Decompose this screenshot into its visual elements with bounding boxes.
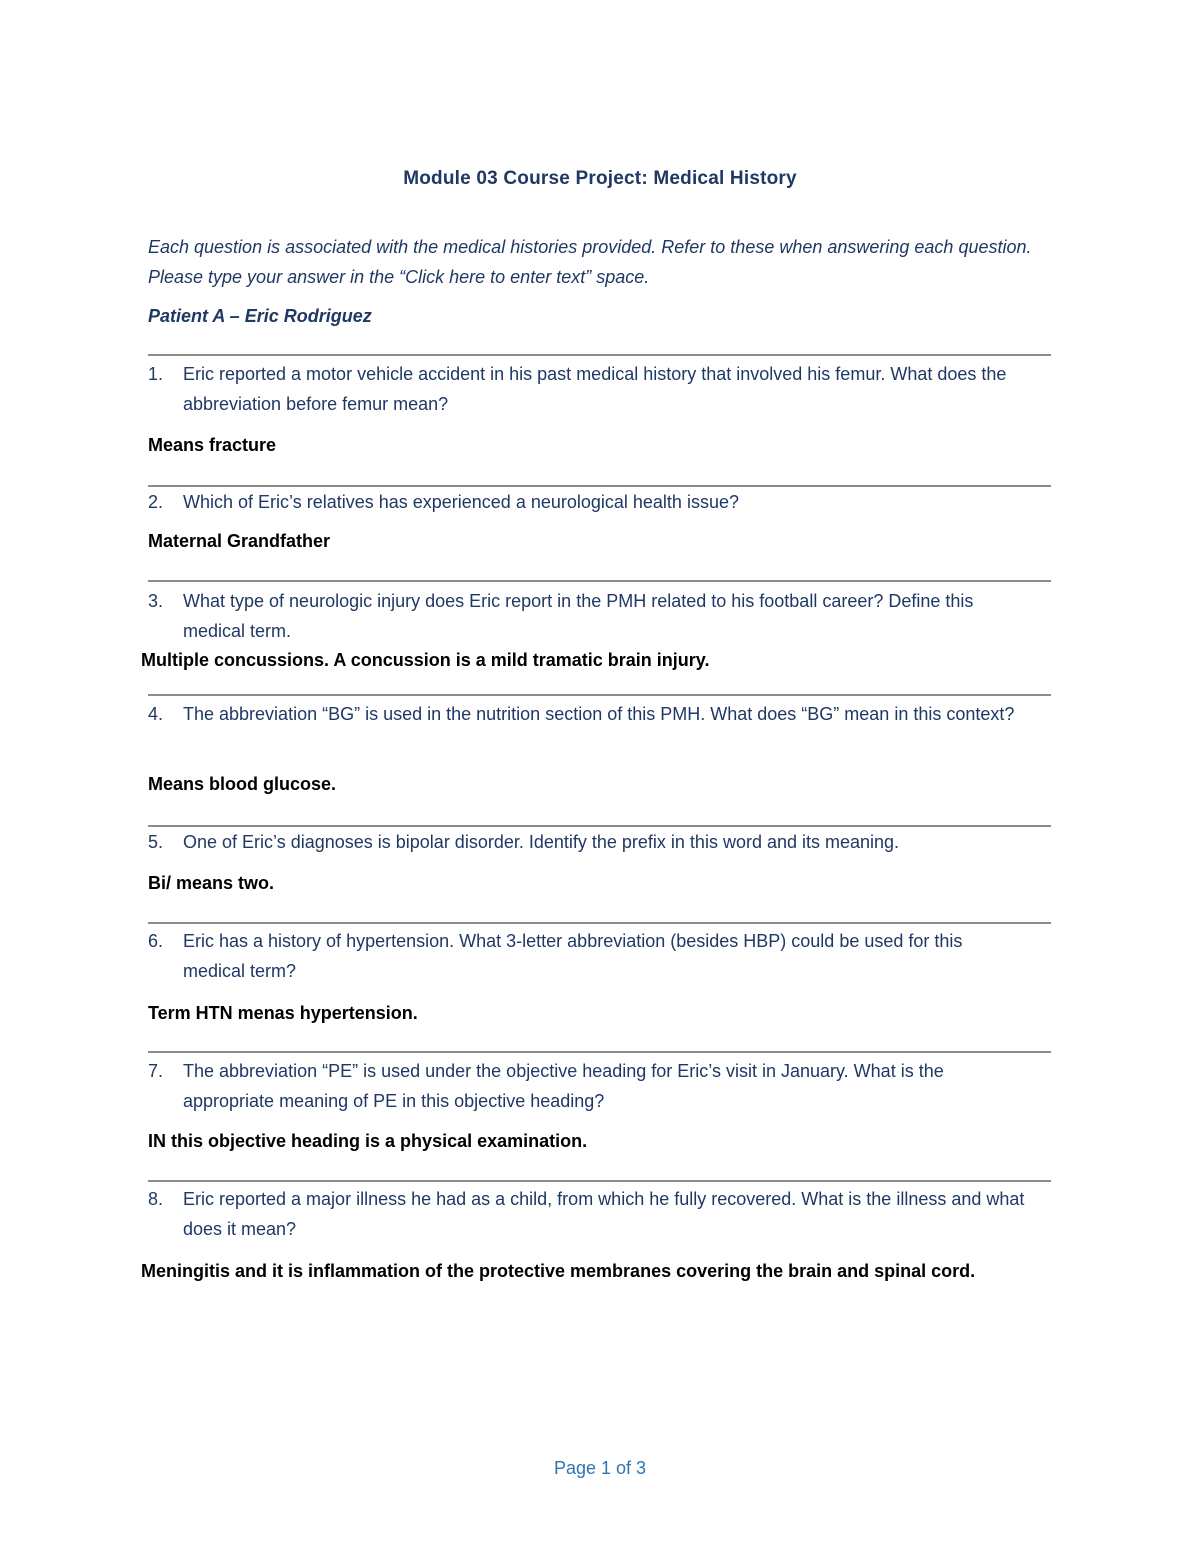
answer-text: Multiple concussions. A concussion is a mild tramatic brain injury. [141,650,710,670]
answer-text: Means blood glucose. [148,774,337,794]
question-item [148,926,1028,986]
question-text: Eric reported a major illness he had as a child, from which he fully recovered. What is the illness and what does it mean? [183,1189,1025,1239]
question-divider [148,354,1051,356]
question-divider [148,580,1051,582]
question-item [148,827,1028,857]
answer-text: Term HTN menas hypertension. [148,1003,418,1023]
question-text: What type of neurologic injury does Eric report in the PMH related to his football career? Define this medical term. [183,591,974,641]
question-number: 1. [148,364,164,384]
answer-text: Meningitis and it is inflammation of the protective membranes covering the brain and spinal cord. [141,1261,976,1281]
answer-text: IN this objective heading is a physical examination. [148,1131,588,1151]
question-item [148,1184,1028,1244]
page-title: Module 03 Course Project: Medical History [403,168,797,189]
question-number: 8. [148,1189,164,1209]
question-text: Which of Eric’s relatives has experienced a neurological health issue? [183,492,739,512]
question-number: 5. [148,832,164,852]
question-divider [148,1180,1051,1182]
question-text: Eric has a history of hypertension. What 3-letter abbreviation (besides HBP) could be used for this medical term? [183,931,963,981]
question-number: 2. [148,492,164,512]
question-divider [148,1051,1051,1053]
question-number: 4. [148,704,164,724]
question-number: 3. [148,591,164,611]
question-text: The abbreviation “PE” is used under the objective heading for Eric’s visit in January. What is the appropriate meaning of PE in this objective heading? [183,1061,944,1111]
question-text: Eric reported a motor vehicle accident in his past medical history that involved his femur. What does the abbreviation before femur mean? [183,364,1007,414]
question-item [148,359,1028,419]
page-footer: Page 1 of 3 [553,1458,647,1478]
question-number: 6. [148,931,164,951]
question-item [148,487,1028,517]
question-text: One of Eric’s diagnoses is bipolar disorder. Identify the prefix in this word and its meaning. [183,832,900,852]
answer-text: Bi/ means two. [148,873,275,893]
question-divider [148,922,1051,924]
question-divider [148,694,1051,696]
intro-paragraph: Each question is associated with the medical histories provided. Refer to these when answering each question. Please type your answer in the “Click here to enter text” space. [148,237,1032,287]
answer-text: Maternal Grandfather [148,531,331,551]
question-text: The abbreviation “BG” is used in the nutrition section of this PMH. What does “BG” mean in this context? [183,704,1015,724]
question-item [148,699,1028,729]
question-number: 7. [148,1061,164,1081]
question-item [148,586,1028,646]
question-item [148,1056,1028,1116]
answer-text: Means fracture [148,435,277,455]
patient-heading: Patient A – Eric Rodriguez [148,306,372,326]
